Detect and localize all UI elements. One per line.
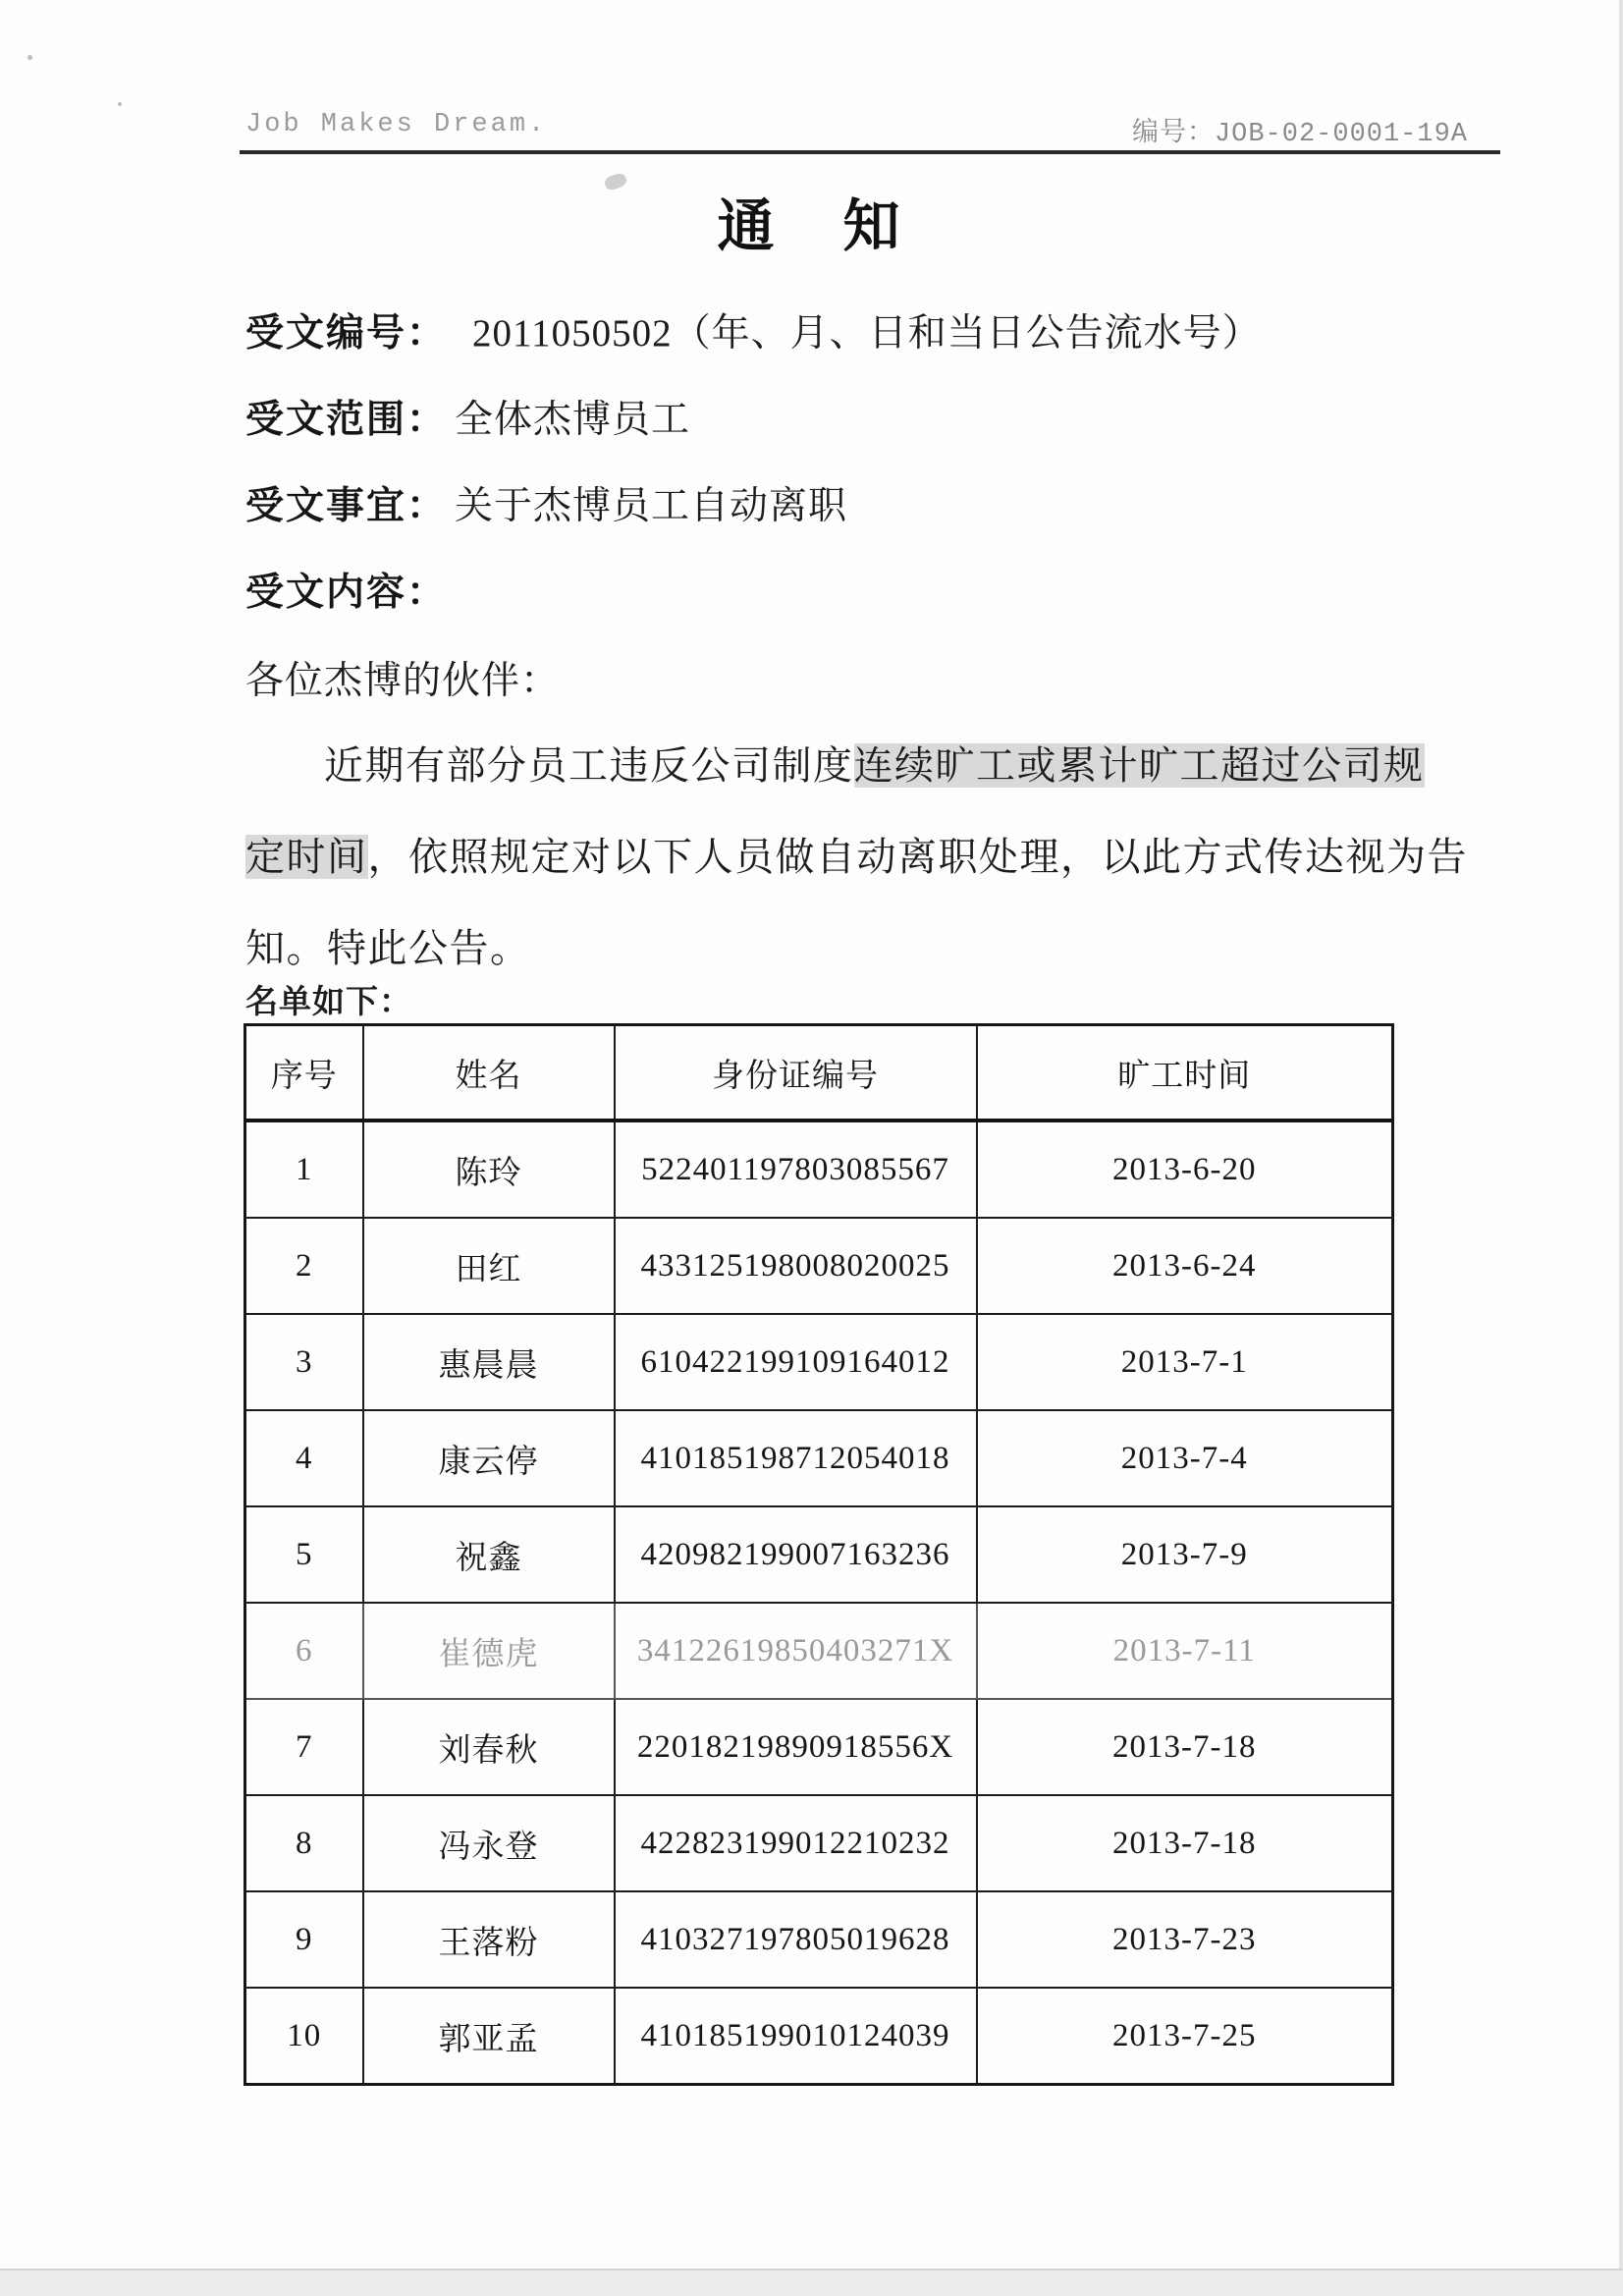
paragraph-line-3: 知。特此公告。 xyxy=(245,926,531,970)
table-cell-id: 22018219890918556X xyxy=(615,1699,977,1795)
scan-artifact-dot xyxy=(118,102,122,106)
table-header xyxy=(245,1025,1393,1121)
table-cell-name: 陈玲 xyxy=(363,1121,615,1218)
table-cell-date: 2013-7-1 xyxy=(977,1314,1393,1410)
doc-number-value: JOB-02-0001-19A xyxy=(1214,120,1468,149)
table-row xyxy=(245,1699,1393,1795)
field-label: 受文编号： xyxy=(245,312,448,355)
table-cell-no: 3 xyxy=(245,1314,363,1410)
table-column-header: 姓名 xyxy=(363,1025,615,1121)
table-cell-id: 34122619850403271X xyxy=(615,1603,977,1699)
header-rule xyxy=(240,150,1500,154)
highlighted-text: 连续旷工或累计旷工超过公司规 xyxy=(853,743,1425,788)
paragraph-line-2 xyxy=(245,826,1468,882)
field-label: 受文内容： xyxy=(245,572,448,614)
table-cell-name: 王落粉 xyxy=(363,1891,615,1988)
scan-edge-shadow xyxy=(1619,0,1623,2296)
field-value: 关于杰博员工自动离职 xyxy=(455,485,848,527)
page-title: 通 知 xyxy=(717,194,906,258)
table-cell-name: 冯永登 xyxy=(363,1795,615,1891)
table-cell-no: 7 xyxy=(245,1699,363,1795)
doc-number-label: 编号： xyxy=(1131,120,1215,149)
field-doc-number-line xyxy=(245,302,1262,357)
table-cell-name: 郭亚孟 xyxy=(363,1988,615,2085)
table-body xyxy=(245,1121,1393,2085)
field-value: 2011050502（年、月、日和当日公告流水号） xyxy=(472,312,1262,355)
table-cell-no: 6 xyxy=(245,1603,363,1699)
table-cell-name: 惠晨晨 xyxy=(363,1314,615,1410)
scan-artifact-dot xyxy=(27,55,32,60)
table-row xyxy=(245,1988,1393,2085)
table-cell-name: 祝鑫 xyxy=(363,1506,615,1603)
table-cell-date: 2013-7-25 xyxy=(977,1988,1393,2085)
header-slogan: Job Makes Dream. xyxy=(245,110,548,139)
dismissal-roster-table xyxy=(243,1023,1394,2086)
table-cell-date: 2013-7-4 xyxy=(977,1410,1393,1506)
table-row xyxy=(245,1603,1393,1699)
table-row xyxy=(245,1506,1393,1603)
table-cell-name: 康云停 xyxy=(363,1410,615,1506)
field-subject-line xyxy=(245,475,847,530)
table-cell-id: 610422199109164012 xyxy=(615,1314,977,1410)
list-label: 名单如下： xyxy=(245,983,412,1019)
table-cell-name: 刘春秋 xyxy=(363,1699,615,1795)
table-header-row xyxy=(245,1025,1393,1121)
table-cell-name: 崔德虎 xyxy=(363,1603,615,1699)
field-value: 全体杰博员工 xyxy=(455,399,691,441)
table-cell-id: 410327197805019628 xyxy=(615,1891,977,1988)
table-row xyxy=(245,1410,1393,1506)
table-cell-no: 8 xyxy=(245,1795,363,1891)
table-cell-date: 2013-7-23 xyxy=(977,1891,1393,1988)
table-cell-id: 410185199010124039 xyxy=(615,1988,977,2085)
table-cell-date: 2013-7-18 xyxy=(977,1795,1393,1891)
table-cell-date: 2013-7-9 xyxy=(977,1506,1393,1603)
table-cell-no: 5 xyxy=(245,1506,363,1603)
highlighted-text: 定时间 xyxy=(245,835,368,879)
table-cell-no: 10 xyxy=(245,1988,363,2085)
table-cell-id: 410185198712054018 xyxy=(615,1410,977,1506)
table-cell-date: 2013-7-11 xyxy=(977,1603,1393,1699)
table-cell-id: 522401197803085567 xyxy=(615,1121,977,1218)
table-cell-no: 4 xyxy=(245,1410,363,1506)
table-cell-date: 2013-6-24 xyxy=(977,1218,1393,1314)
greeting-line: 各位杰博的伙伴： xyxy=(245,660,561,702)
table-column-header: 身份证编号 xyxy=(615,1025,977,1121)
field-label: 受文事宜： xyxy=(245,485,448,527)
table-cell-name: 田红 xyxy=(363,1218,615,1314)
table-cell-id: 422823199012210232 xyxy=(615,1795,977,1891)
field-label: 受文范围： xyxy=(245,399,448,441)
table-cell-no: 9 xyxy=(245,1891,363,1988)
scan-bottom-shadow xyxy=(0,2269,1623,2296)
table-cell-date: 2013-6-20 xyxy=(977,1121,1393,1218)
field-scope-line xyxy=(245,389,690,444)
table-row xyxy=(245,1314,1393,1410)
table-row xyxy=(245,1891,1393,1988)
table-row xyxy=(245,1795,1393,1891)
header-doc-number xyxy=(1132,110,1468,149)
table-row xyxy=(245,1121,1393,1218)
table-column-header: 旷工时间 xyxy=(977,1025,1393,1121)
paragraph-text: ，依照规定对以下人员做自动离职处理，以此方式传达视为告 xyxy=(367,835,1468,879)
table-cell-id: 420982199007163236 xyxy=(615,1506,977,1603)
paragraph-line-1 xyxy=(324,735,1425,791)
table-cell-no: 2 xyxy=(245,1218,363,1314)
table-column-header: 序号 xyxy=(245,1025,363,1121)
table-cell-id: 433125198008020025 xyxy=(615,1218,977,1314)
table-cell-no: 1 xyxy=(245,1121,363,1218)
table-cell-date: 2013-7-18 xyxy=(977,1699,1393,1795)
field-content-line xyxy=(245,562,455,617)
table-row xyxy=(245,1218,1393,1314)
paragraph-text: 近期有部分员工违反公司制度 xyxy=(324,743,854,788)
